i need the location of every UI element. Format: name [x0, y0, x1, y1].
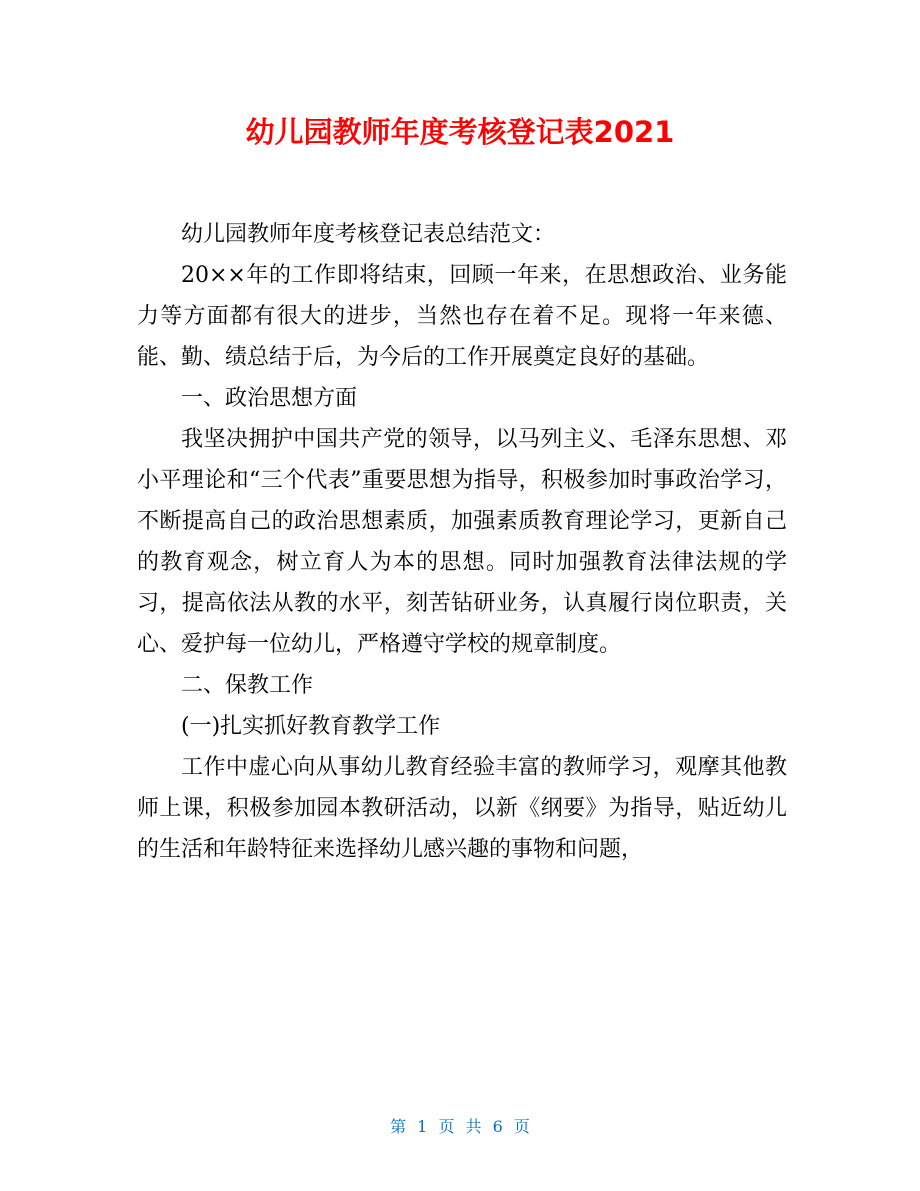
document-title: 幼儿园教师年度考核登记表2021	[245, 115, 675, 149]
summary-paragraph: 20××年的工作即将结束，回顾一年来，在思想政治、业务能力等方面都有很大的进步，当然也存在着不足。现将一年来德、能、勤、绩总结于后，为今后的工作开展奠定良好的基础。	[137, 263, 787, 370]
page-number-footer: 第 1 页 共 6 页	[390, 1117, 530, 1136]
document-body	[137, 214, 787, 870]
politics-paragraph: 我坚决拥护中国共产党的领导，以马列主义、毛泽东思想、邓小平理论和“三个代表”重要思想为指导，积极参加时事政治学习，不断提高自己的政治思想素质，加强素质教育理论学习，更新自己的教育观念，树立育人为本的思想。同时加强教育法律法规的学习，提高依法从教的水平，刻苦钻研业务，认真履行岗位职责，关心、爱护每一位幼儿，严格遵守学校的规章制度。	[137, 427, 787, 657]
intro-paragraph: 幼儿园教师年度考核登记表总结范文：	[181, 222, 556, 247]
teaching-paragraph: 工作中虚心向从事幼儿教育经验丰富的教师学习，观摩其他教师上课，积极参加园本教研活动，以新《纲要》为指导，贴近幼儿的生活和年龄特征来选择幼儿感兴趣的事物和问题，	[137, 755, 787, 862]
section-heading-politics: 一、政治思想方面	[181, 386, 358, 411]
section-heading-care-education: 二、保教工作	[181, 673, 314, 698]
subsection-heading-teaching: (一)扎实抓好教育教学工作	[181, 714, 441, 739]
